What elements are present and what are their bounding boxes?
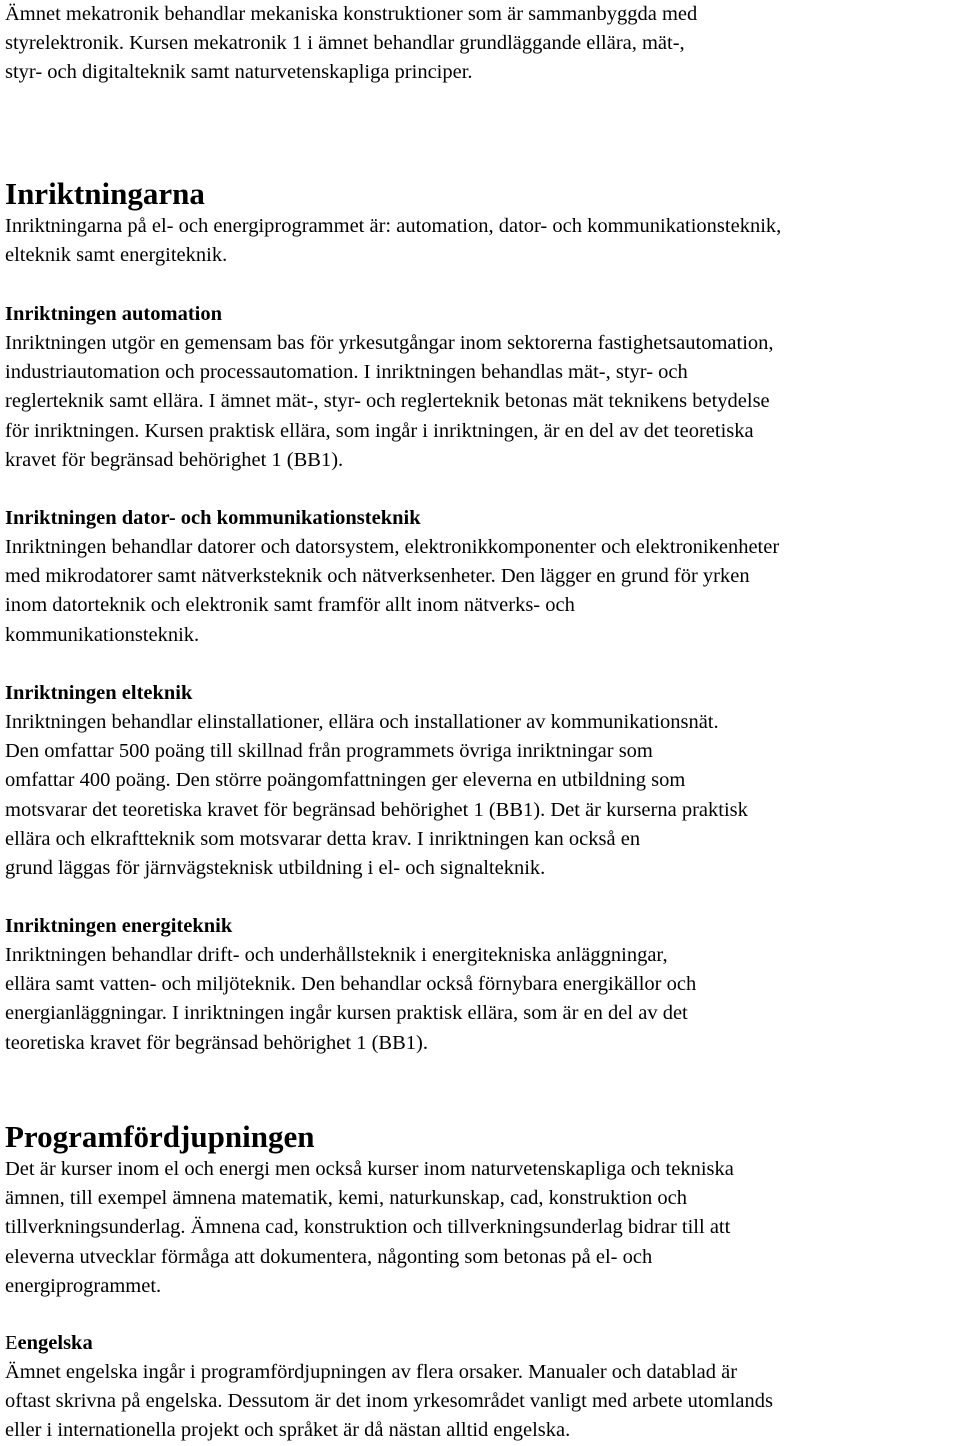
intro-line: styrelektronik. Kursen mekatronik 1 i ämnet behandlar grundläggande ellära, mät-, [5,32,685,55]
paragraph-line: Ämnet engelska ingår i programfördjupningen av flera orsaker. Manualer och datablad är [5,1361,738,1383]
paragraph-line: energianläggningar. I inriktningen ingår kursen praktisk ellära, som är en del av det [5,1002,688,1025]
paragraph-line: oftast skrivna på engelska. Dessutom är det inom yrkesområdet vanligt med arbete utomlands [5,1390,773,1413]
paragraph-inriktningarna [5,212,781,270]
paragraph-line: för inriktningen. Kursen praktisk ellära, som ingår i inriktningen, är en del av det teoretiska [5,419,754,442]
paragraph-line: ämnen, till exempel ämnena matematik, kemi, naturkunskap, cad, konstruktion och [5,1187,688,1210]
paragraph-line: kravet för begränsad behörighet 1 (BB1). [5,448,344,471]
paragraph-line: ellära samt vatten- och miljöteknik. Den behandlar också förnybara energikällor och [5,973,697,996]
paragraph-line: ellära och elkraftteknik som motsvarar detta krav. I inriktningen kan också en [5,827,641,850]
paragraph-line: Den omfattar 500 poäng till skillnad från programmets övriga inriktningar som [5,740,653,763]
intro-line: Ämnet mekatronik behandlar mekaniska konstruktioner som är sammanbyggda med [5,3,698,25]
paragraph-line: teoretiska kravet för begränsad behörighet 1 (BB1). [5,1031,428,1054]
paragraph-line: Inriktningen behandlar elinstallationer, ellära och installationer av kommunikationsnät. [5,711,719,733]
paragraph-line: Inriktningen utgör en gemensam bas för yrkesutgångar inom sektorerna fastighetsautomation, [5,332,774,354]
paragraph-line: elteknik samt energiteknik. [5,244,228,267]
heading-dator-kommunikation: Inriktningen dator- och kommunikationsteknik [5,507,421,529]
paragraph-engelska [5,1358,773,1446]
heading-engelska-rest: engelska [17,1332,93,1354]
paragraph-line: energiprogrammet. [5,1274,162,1297]
paragraph-line: tillverkningsunderlag. Ämnena cad, konstruktion och tillverkningsunderlag bidrar till att [5,1216,731,1239]
paragraph-elteknik [5,708,748,883]
heading-elteknik: Inriktningen elteknik [5,682,193,704]
intro-line: styr- och digitalteknik samt naturvetenskapliga principer. [5,61,473,84]
paragraph-programfordjupningen [5,1155,734,1301]
paragraph-dator-kommunikation [5,533,779,650]
heading-programfordjupningen: Programfördjupningen [5,1119,315,1154]
paragraph-line: inom datorteknik och elektronik samt framför allt inom nätverks- och [5,594,575,617]
paragraph-line: kommunikationsteknik. [5,623,200,646]
paragraph-line: grund läggas för järnvägsteknisk utbildning i el- och signalteknik. [5,857,546,880]
heading-automation: Inriktningen automation [5,303,223,325]
paragraph-line: Inriktningen behandlar drift- och underhållsteknik i energitekniska anläggningar, [5,944,668,966]
paragraph-energiteknik [5,941,696,1058]
paragraph-line: Inriktningen behandlar datorer och datorsystem, elektronikkomponenter och elektronikenheter [5,536,780,558]
paragraph-line: industriautomation och processautomation. I inriktningen behandlas mät-, styr- och [5,361,688,384]
paragraph-line: motsvarar det teoretiska kravet för begränsad behörighet 1 (BB1). Det är kurserna praktisk [5,798,748,821]
heading-energiteknik: Inriktningen energiteknik [5,915,233,937]
heading-engelska [5,1329,93,1358]
paragraph-line: Det är kurser inom el och energi men också kurser inom naturvetenskapliga och tekniska [5,1158,734,1180]
paragraph-line: omfattar 400 poäng. Den större poängomfattningen ger eleverna en utbildning som [5,769,686,792]
paragraph-automation [5,329,774,475]
paragraph-line: reglerteknik samt ellära. I ämnet mät-, styr- och reglerteknik betonas mät teknikens betydelse [5,390,770,413]
paragraph-line: eleverna utvecklar förmåga att dokumentera, någonting som betonas på el- och [5,1245,653,1268]
heading-inriktningarna: Inriktningarna [5,176,205,211]
heading-engelska-lead: E [5,1332,18,1354]
paragraph-line: med mikrodatorer samt nätverksteknik och nätverksenheter. Den lägger en grund för yrken [5,565,750,588]
paragraph-line: eller i internationella projekt och språket är då nästan alltid engelska. [5,1419,571,1442]
intro-paragraph [5,0,697,88]
paragraph-line: Inriktningarna på el- och energiprogrammet är: automation, dator- och kommunikationsteknik, [5,215,782,237]
